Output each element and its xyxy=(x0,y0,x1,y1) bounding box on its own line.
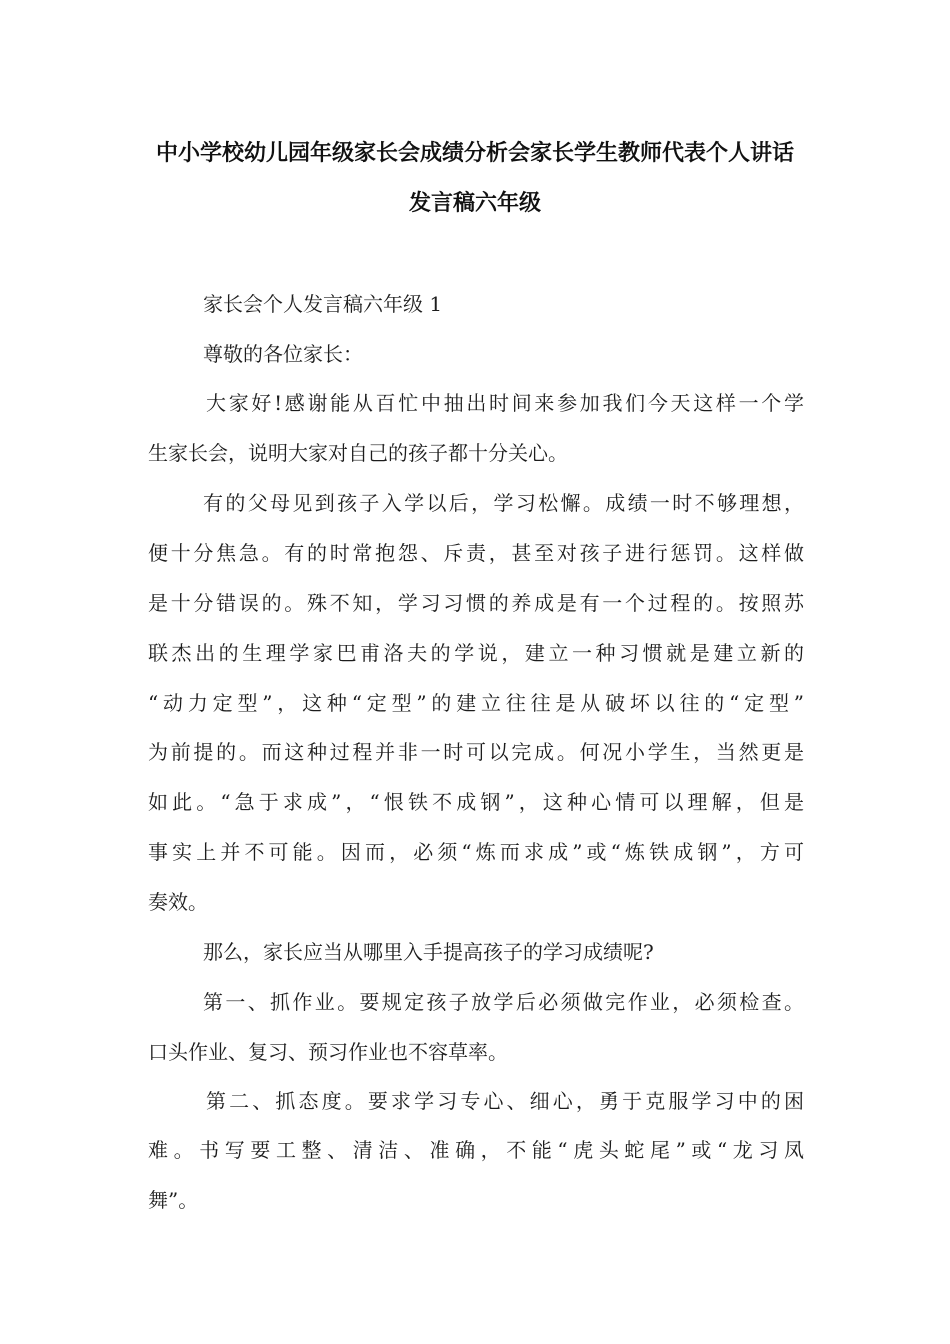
paragraph-line: 那么，家长应当从哪里入手提高孩子的学习成绩呢? xyxy=(203,940,654,964)
paragraph-line: 第二、抓态度。要求学习专心、细心，勇于克服学习中的困 xyxy=(206,1089,804,1113)
paragraph-line: 大家好!感谢能从百忙中抽出时间来参加我们今天这样一个学 xyxy=(206,391,804,415)
document-title-line-2: 发言稿六年级 xyxy=(408,191,541,216)
paragraph-line: 难。书写要工整、清洁、准确，不能“虎头蛇尾”或“龙习凤 xyxy=(148,1138,804,1162)
paragraph-line: 便十分焦急。有的时常抱怨、斥责，甚至对孩子进行惩罚。这样做 xyxy=(148,541,804,565)
paragraph-line: 舞”。 xyxy=(148,1188,199,1212)
paragraph-line: 有的父母见到孩子入学以后，学习松懈。成绩一时不够理想， xyxy=(203,491,804,515)
paragraph-line: 为前提的。而这种过程并非一时可以完成。何况小学生，当然更是 xyxy=(148,740,804,764)
paragraph-line: 生家长会，说明大家对自己的孩子都十分关心。 xyxy=(148,441,568,465)
paragraph-line: 如此。“急于求成”，“恨铁不成钢”，这种心情可以理解，但是 xyxy=(148,790,804,814)
paragraph-line: 第一、抓作业。要规定孩子放学后必须做完作业，必须检查。 xyxy=(203,990,804,1014)
paragraph-line: 事实上并不可能。因而，必须“炼而求成”或“炼铁成钢”，方可 xyxy=(148,840,804,864)
paragraph-line: “动力定型”，这种“定型”的建立往往是从破坏以往的“定型” xyxy=(148,691,804,715)
salutation: 尊敬的各位家长： xyxy=(203,342,363,366)
document-title-line-1: 中小学校幼儿园年级家长会成绩分析会家长学生教师代表个人讲话 xyxy=(155,141,794,166)
paragraph-line: 是十分错误的。殊不知，学习习惯的养成是有一个过程的。按照苏 xyxy=(148,591,804,615)
paragraph-line: 奏效。 xyxy=(148,890,208,914)
subtitle: 家长会个人发言稿六年级 1 xyxy=(203,292,443,316)
paragraph-line: 口头作业、复习、预习作业也不容草率。 xyxy=(148,1040,508,1064)
paragraph-line: 联杰出的生理学家巴甫洛夫的学说，建立一种习惯就是建立新的 xyxy=(148,641,804,665)
